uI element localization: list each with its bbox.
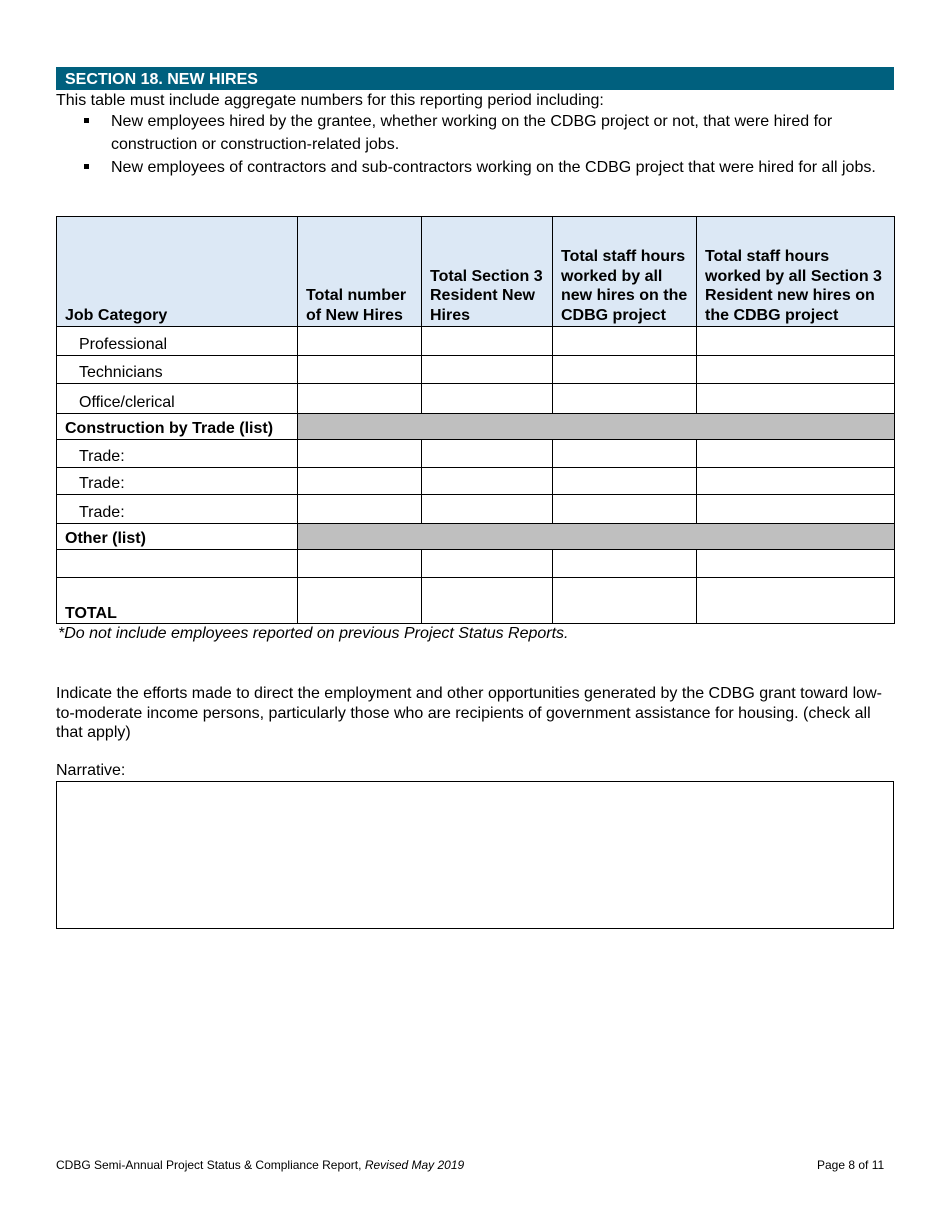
input-cell[interactable] <box>697 440 895 468</box>
bullet-text: New employees of contractors and sub-contractors working on the CDBG project that were hired for all jobs. <box>111 159 876 176</box>
input-cell[interactable] <box>697 468 895 495</box>
shaded-cell <box>298 414 895 440</box>
input-cell[interactable] <box>298 578 422 624</box>
group-row <box>57 414 895 440</box>
group-label: Construction by Trade (list) <box>57 414 298 440</box>
input-cell[interactable] <box>422 356 553 384</box>
input-cell[interactable] <box>298 468 422 495</box>
row-label: Office/clerical <box>57 384 298 414</box>
new-hires-table <box>56 216 895 624</box>
row-label: Trade: <box>57 495 298 524</box>
header-section3-new-hires: Total Section 3 Resident New Hires <box>422 217 553 327</box>
input-cell[interactable] <box>298 495 422 524</box>
header-total-new-hires: Total number of New Hires <box>298 217 422 327</box>
footer-report-title <box>56 1158 464 1172</box>
list-item <box>56 156 894 179</box>
input-cell[interactable] <box>553 550 697 578</box>
input-cell[interactable] <box>697 578 895 624</box>
group-row <box>57 524 895 550</box>
total-row <box>57 578 895 624</box>
row-label: Technicians <box>57 356 298 384</box>
input-cell[interactable] <box>553 468 697 495</box>
bullet-text: New employees hired by the grantee, whether working on the CDBG project or not, that were hired for construction or construction-related jobs. <box>111 113 833 153</box>
table-header-row <box>57 217 895 327</box>
instruction-list <box>56 110 894 179</box>
input-cell[interactable] <box>422 495 553 524</box>
section-title: SECTION 18. NEW HIRES <box>56 67 894 90</box>
input-cell[interactable] <box>422 578 553 624</box>
input-cell[interactable] <box>298 550 422 578</box>
input-cell[interactable] <box>553 495 697 524</box>
table-row <box>57 550 895 578</box>
input-cell[interactable] <box>298 327 422 356</box>
shaded-cell <box>298 524 895 550</box>
input-cell[interactable] <box>422 468 553 495</box>
input-cell[interactable] <box>697 384 895 414</box>
input-cell[interactable] <box>422 550 553 578</box>
table-row <box>57 440 895 468</box>
list-item <box>56 110 894 156</box>
table-row <box>57 495 895 524</box>
narrative-textbox[interactable] <box>56 781 894 929</box>
input-cell[interactable] <box>298 440 422 468</box>
footnote: *Do not include employees reported on previous Project Status Reports. <box>58 625 569 642</box>
input-cell[interactable] <box>697 550 895 578</box>
input-cell[interactable] <box>422 327 553 356</box>
square-bullet-icon <box>84 118 89 123</box>
table-row <box>57 356 895 384</box>
input-cell[interactable] <box>553 578 697 624</box>
header-section3-staff-hours: Total staff hours worked by all Section 3 Resident new hires on the CDBG project <box>697 217 895 327</box>
header-total-staff-hours: Total staff hours worked by all new hires on the CDBG project <box>553 217 697 327</box>
table-row <box>57 384 895 414</box>
group-label: Other (list) <box>57 524 298 550</box>
efforts-instructions: Indicate the efforts made to direct the employment and other opportunities generated by the CDBG grant toward low-to-moderate income persons, particularly those who are recipients of government assistance for housing. (check all that apply) <box>56 685 882 741</box>
footer-title-text: CDBG Semi-Annual Project Status & Compliance Report, <box>56 1158 362 1172</box>
row-label: Professional <box>57 327 298 356</box>
input-cell[interactable] <box>553 356 697 384</box>
row-label: Trade: <box>57 468 298 495</box>
table-row <box>57 468 895 495</box>
input-cell[interactable] <box>57 550 298 578</box>
page-number: Page 8 of 11 <box>817 1158 885 1172</box>
table-row <box>57 327 895 356</box>
input-cell[interactable] <box>422 440 553 468</box>
input-cell[interactable] <box>422 384 553 414</box>
narrative-label: Narrative: <box>56 762 126 779</box>
input-cell[interactable] <box>697 327 895 356</box>
input-cell[interactable] <box>697 356 895 384</box>
square-bullet-icon <box>84 164 89 169</box>
header-job-category: Job Category <box>57 217 298 327</box>
input-cell[interactable] <box>697 495 895 524</box>
input-cell[interactable] <box>298 384 422 414</box>
input-cell[interactable] <box>553 440 697 468</box>
input-cell[interactable] <box>553 327 697 356</box>
footer-revised: Revised May 2019 <box>364 1158 465 1172</box>
total-label: TOTAL <box>57 578 298 624</box>
input-cell[interactable] <box>553 384 697 414</box>
row-label: Trade: <box>57 440 298 468</box>
input-cell[interactable] <box>298 356 422 384</box>
intro-text: This table must include aggregate numbers for this reporting period including: <box>56 92 604 109</box>
